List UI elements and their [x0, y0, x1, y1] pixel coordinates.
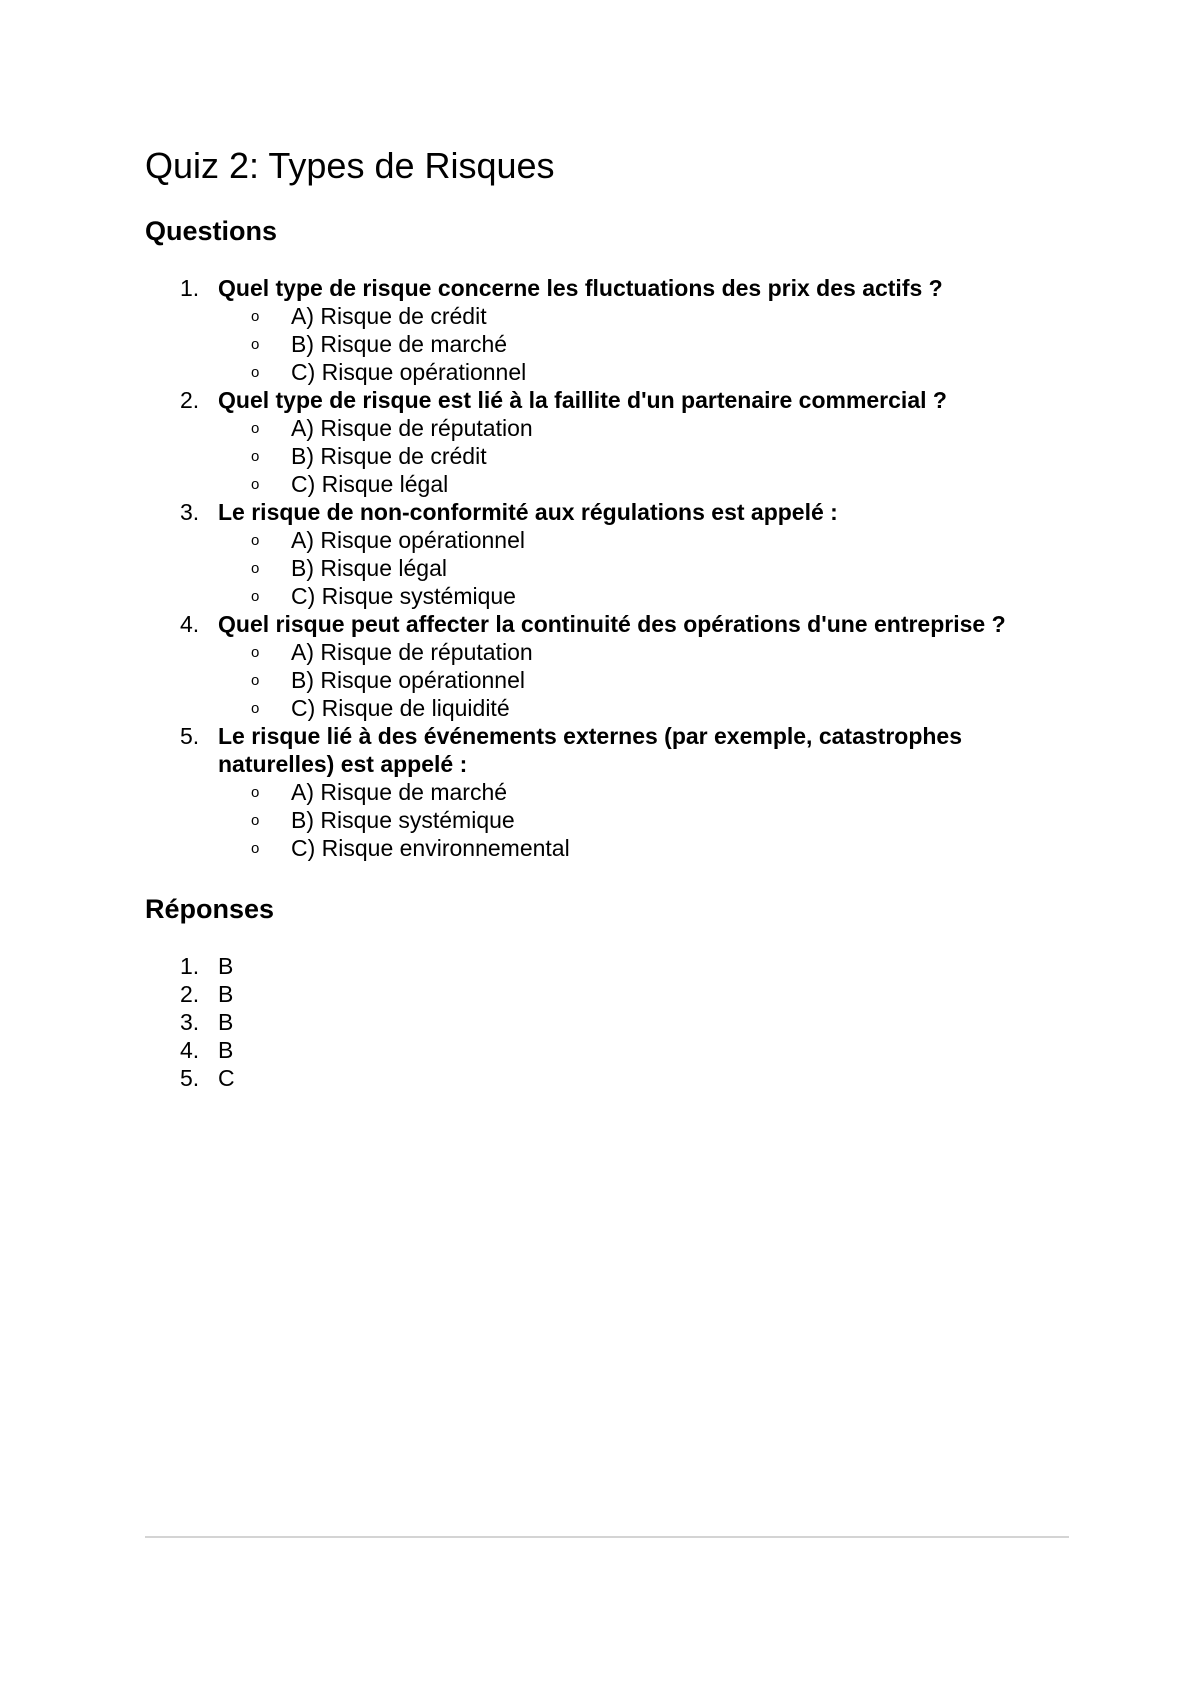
answer-item — [145, 980, 235, 1008]
option-text: B) Risque de marché — [291, 331, 508, 357]
answer-list — [145, 952, 235, 1092]
option-item — [218, 806, 1065, 834]
option-bullet-icon: o — [251, 840, 260, 857]
question-text: Le risque lié à des événements externes (par exemple, catastrophes naturelles) est appelé : — [218, 723, 963, 777]
answer-value: C — [218, 1065, 235, 1091]
question-item — [145, 722, 1065, 862]
answer-number: 1. — [180, 953, 200, 979]
option-text: A) Risque de réputation — [291, 415, 533, 441]
option-bullet-icon: o — [251, 448, 260, 465]
option-text: A) Risque opérationnel — [291, 527, 525, 553]
question-number: 1. — [180, 275, 200, 301]
option-text: B) Risque systémique — [291, 807, 515, 833]
answer-value: B — [218, 953, 234, 979]
option-list — [218, 414, 1065, 498]
answer-value: B — [218, 981, 234, 1007]
answer-value: B — [218, 1037, 234, 1063]
option-text: B) Risque légal — [291, 555, 447, 581]
option-text: A) Risque de marché — [291, 779, 508, 805]
answers-heading: Réponses — [145, 894, 275, 924]
answer-item — [145, 1064, 235, 1092]
question-number: 2. — [180, 387, 200, 413]
answer-item — [145, 1008, 235, 1036]
option-text: C) Risque environnemental — [291, 835, 570, 861]
answer-number: 2. — [180, 981, 200, 1007]
option-list — [218, 638, 1065, 722]
document-title: Quiz 2: Types de Risques — [145, 145, 555, 186]
question-text: Quel type de risque est lié à la faillite d'un partenaire commercial ? — [218, 387, 947, 413]
option-item — [218, 834, 1065, 862]
answer-value: B — [218, 1009, 234, 1035]
question-list — [145, 274, 1065, 862]
answer-number: 4. — [180, 1037, 200, 1063]
answer-number: 3. — [180, 1009, 200, 1035]
question-number: 5. — [180, 723, 200, 749]
option-bullet-icon: o — [251, 560, 260, 577]
option-text: C) Risque légal — [291, 471, 449, 497]
option-bullet-icon: o — [251, 420, 260, 437]
question-text: Quel risque peut affecter la continuité des opérations d'une entreprise ? — [218, 611, 1006, 637]
option-bullet-icon: o — [251, 812, 260, 829]
option-list — [218, 778, 1065, 862]
question-item — [145, 498, 1065, 610]
option-bullet-icon: o — [251, 532, 260, 549]
question-item — [145, 274, 1065, 386]
option-text: C) Risque de liquidité — [291, 695, 510, 721]
option-text: B) Risque opérationnel — [291, 667, 525, 693]
option-text: C) Risque opérationnel — [291, 359, 527, 385]
option-text: A) Risque de crédit — [291, 303, 487, 329]
option-item — [218, 582, 1065, 610]
option-list — [218, 302, 1065, 386]
question-number: 3. — [180, 499, 200, 525]
option-text: C) Risque systémique — [291, 583, 516, 609]
answer-number: 5. — [180, 1065, 200, 1091]
answer-item — [145, 952, 235, 980]
question-item — [145, 610, 1065, 722]
question-text: Le risque de non-conformité aux régulations est appelé : — [218, 499, 838, 525]
option-item — [218, 358, 1065, 386]
option-list — [218, 526, 1065, 610]
question-number: 4. — [180, 611, 200, 637]
option-bullet-icon: o — [251, 644, 260, 661]
option-item — [218, 302, 1065, 330]
option-bullet-icon: o — [251, 336, 260, 353]
footer-divider — [145, 1536, 1069, 1538]
option-bullet-icon: o — [251, 700, 260, 717]
option-item — [218, 778, 1065, 806]
option-bullet-icon: o — [251, 308, 260, 325]
option-item — [218, 414, 1065, 442]
option-bullet-icon: o — [251, 588, 260, 605]
option-item — [218, 666, 1065, 694]
question-text: Quel type de risque concerne les fluctuations des prix des actifs ? — [218, 275, 943, 301]
option-text: A) Risque de réputation — [291, 639, 533, 665]
option-item — [218, 638, 1065, 666]
question-item — [145, 386, 1065, 498]
option-bullet-icon: o — [251, 784, 260, 801]
option-bullet-icon: o — [251, 672, 260, 689]
option-item — [218, 694, 1065, 722]
option-bullet-icon: o — [251, 476, 260, 493]
option-bullet-icon: o — [251, 364, 260, 381]
option-text: B) Risque de crédit — [291, 443, 487, 469]
option-item — [218, 442, 1065, 470]
answer-item — [145, 1036, 235, 1064]
option-item — [218, 470, 1065, 498]
option-item — [218, 330, 1065, 358]
option-item — [218, 554, 1065, 582]
questions-heading: Questions — [145, 216, 278, 246]
option-item — [218, 526, 1065, 554]
